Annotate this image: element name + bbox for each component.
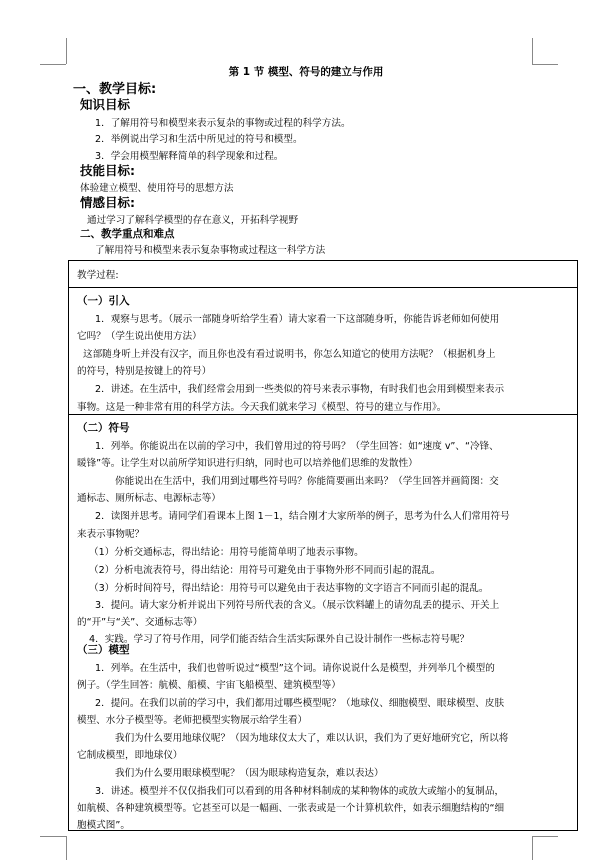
models-line: 1．列举。在生活中，我们也曾听说过“模型”这个词。请你说说什么是模型，并列举几个模型的 [95, 663, 495, 674]
emotion-goals-text: 通过学习了解科学模型的存在意义，开拓科学视野 [87, 215, 299, 226]
symbols-line: （2）分析电流表符号，得出结论：用符号可避免由于事物外形不同而引起的混乱。 [89, 565, 441, 576]
document-title: 第 1 节 模型、符号的建立与作用 [228, 66, 384, 78]
skill-goals-text: 体验建立模型、使用符号的思想方法 [80, 183, 234, 194]
symbols-line: 3．提问。请大家分析并说出下列符号所代表的含义。（展示饮料罐上的请勿乱丢的提示、开关上 [95, 600, 500, 611]
intro-line: 这部随身听上并没有汉字，而且你也没有看过说明书，你怎么知道它的使用方法呢？（根据机身上 [83, 349, 496, 360]
intro-heading: （一）引入 [77, 295, 130, 307]
crop-mark [66, 836, 67, 860]
intro-line: 2．讲述。在生活中，我们经常会用到一些类似的符号来表示事物，有时我们也会用到模型来表示 [95, 384, 505, 395]
crop-mark [66, 38, 67, 64]
crop-mark [532, 836, 558, 837]
symbols-heading: （二）符号 [77, 422, 130, 434]
symbols-section [69, 414, 577, 645]
symbols-line: （1）分析交通标志，得出结论：用符号能简单明了地表示事物。 [89, 547, 364, 558]
symbols-line: 来表示事物呢？ [77, 529, 145, 540]
process-label-cell [69, 261, 577, 287]
emotion-goals-heading: 情感目标: [80, 195, 135, 210]
symbols-line: 1．列举。你能说出在以前的学习中，我们曾用过的符号吗？（学生回答：如“速度 v”、“冷锋、 [95, 441, 499, 452]
models-section [69, 642, 577, 832]
models-line: 它制成模型，即地球仪） [77, 750, 183, 761]
symbols-line: 的“开”与“关”、交通标志等） [77, 617, 203, 628]
symbols-line: 2．读图并思考。请同学们看课本上图 1－1，结合刚才大家所举的例子，思考为什么人们常用符号 [95, 511, 510, 522]
models-line: 我们为什么要用眼球模型呢？（因为眼球构造复杂，难以表达） [115, 768, 384, 779]
models-line: 胞模式图”。 [77, 820, 130, 831]
skill-goals-heading: 技能目标: [80, 163, 135, 178]
teaching-process-table [68, 260, 578, 831]
intro-line: 事物。这是一种非常有用的科学方法。今天我们就来学习《模型、符号的建立与作用》。 [77, 402, 447, 413]
intro-line: 的符号，特别是按键上的符号） [77, 366, 212, 377]
symbols-line: （3）分析时间符号，得出结论：用符号可以避免由于表达事物的文字语言不同而引起的混乱。 [89, 583, 489, 594]
models-line: 我们为什么要用地球仪呢？（因为地球仪太大了，难以认识，我们为了更好地研究它，所以将 [115, 733, 509, 744]
keypoints-heading: 二、教学重点和难点 [80, 228, 175, 240]
crop-mark [40, 836, 66, 837]
crop-mark [532, 38, 533, 64]
models-heading: （三）模型 [77, 644, 130, 656]
knowledge-goals-heading: 知识目标 [80, 97, 131, 112]
models-line: 3．讲述。模型并不仅仅指我们可以看到的用各种材料制成的某种物体的或放大或缩小的复制品， [95, 786, 505, 797]
symbols-line: 通标志、厕所标志、电源标志等） [77, 493, 221, 504]
knowledge-goal-item: 1．了解用符号和模型来表示复杂的事物或过程的科学方法。 [95, 118, 351, 129]
symbols-line: 4．实践。学习了符号作用，同学们能否结合生活实际课外自己设计制作一些标志符号呢？ [89, 634, 470, 645]
models-line: 模型、水分子模型等。老师把模型实物展示给学生看） [77, 715, 308, 726]
intro-line: 1．观察与思考。（展示一部随身听给学生看）请大家看一下这部随身听，你能告诉老师如何使用 [95, 314, 500, 325]
symbols-line: 暖锋”等。让学生对以前所学知识进行归纳，同时也可以培养他们思维的发散性） [77, 458, 418, 469]
keypoints-text: 了解用符号和模型来表示复杂事物或过程这一科学方法 [95, 245, 326, 256]
knowledge-goal-item: 2．举例说出学习和生活中所见过的符号和模型。 [95, 134, 303, 145]
knowledge-goal-item: 3．学会用模型解释简单的科学现象和过程。 [95, 151, 284, 162]
models-line: 2．提问。在我们以前的学习中，我们都用过哪些模型呢？（地球仪、细胞模型、眼球模型、皮肤 [95, 698, 505, 709]
models-line: 如航模、各种建筑模型等。它甚至可以是一幅画、一张表或是一个计算机软件，如表示细胞结构的“细 [77, 803, 505, 814]
intro-line: 它吗？（学生说出使用方法） [77, 331, 202, 342]
models-line: 例子。（学生回答：航模、船模、宇宙飞船模型、建筑模型等） [77, 680, 341, 691]
process-label: 教学过程: [77, 270, 119, 281]
goals-heading: 一、教学目标: [73, 82, 157, 97]
symbols-line: 你能说出在生活中，我们用到过哪些符号吗？你能简要画出来吗？（学生回答并画简图：交 [115, 476, 499, 487]
crop-mark [532, 836, 533, 860]
